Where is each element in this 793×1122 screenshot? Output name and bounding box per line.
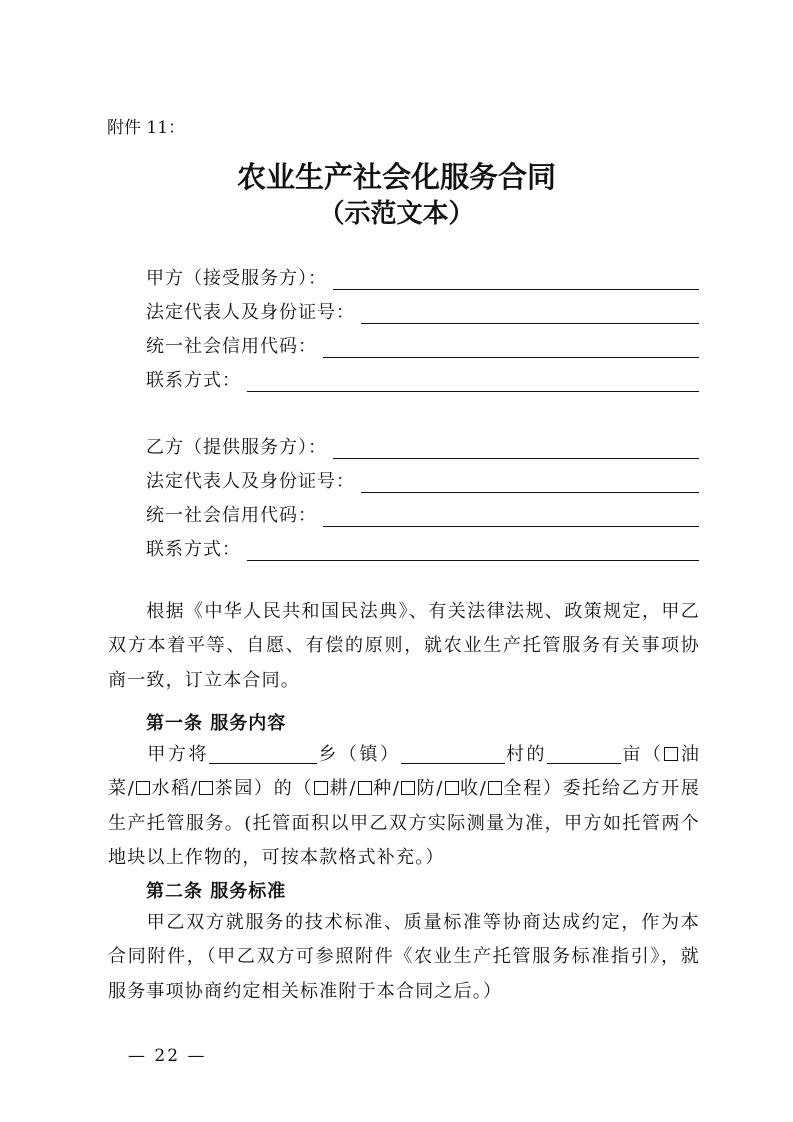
party-a-name-label: 甲方（接受服务方）：	[146, 268, 327, 289]
preamble-paragraph	[108, 595, 700, 698]
crop-tea-checkbox[interactable]	[199, 781, 213, 795]
document-subtitle: （示范文本）	[318, 199, 475, 229]
party-b-name-blank[interactable]	[333, 440, 699, 459]
party-a-rep-blank[interactable]	[361, 305, 699, 324]
service-protect-label: 防/	[416, 778, 444, 800]
service-plough-label: 耕/	[329, 778, 357, 800]
article-1-text-village: 村的	[504, 744, 547, 765]
party-b-contact-blank[interactable]	[247, 542, 699, 561]
area-mu-blank[interactable]	[547, 743, 621, 764]
article-1-paragraph	[108, 738, 700, 876]
document-title: 农业生产社会化服务合同	[236, 160, 556, 194]
service-full-label: 全程	[503, 778, 543, 800]
party-a-name-blank[interactable]	[333, 271, 699, 290]
crop-rice-checkbox[interactable]	[136, 781, 150, 795]
attachment-label: 附件 11：	[107, 118, 186, 138]
crop-rapeseed-label: 油菜/	[108, 744, 701, 800]
party-b-credit-code-blank[interactable]	[323, 508, 699, 527]
preamble-text: 根据《中华人民共和国民法典》、有关法律法规、政策规定，甲乙双方本着平等、自愿、有偿的原则，就农业生产托管服务有关事项协商一致，订立本合同。	[108, 601, 700, 691]
service-harvest-label: 收/	[459, 778, 488, 800]
service-full-checkbox[interactable]	[488, 781, 502, 795]
article-1-text-start: 甲方将	[146, 744, 209, 765]
party-a-credit-code-blank[interactable]	[323, 339, 699, 358]
village-blank[interactable]	[401, 743, 505, 764]
article-2-text: 甲乙双方就服务的技术标准、质量标准等协商达成约定，作为本合同附件，（甲乙双方可参照附件《农业生产托管服务标准指引》，就服务事项协商约定相关标准附于本合同之后。）	[108, 912, 700, 1002]
party-b-rep-blank[interactable]	[361, 474, 699, 493]
article-2-heading: 第二条 服务标准	[146, 881, 287, 902]
party-a-contact-label: 联系方式：	[146, 370, 241, 391]
party-a-credit-code-field[interactable]	[146, 334, 699, 358]
party-b-contact-field[interactable]	[146, 537, 699, 561]
party-a-rep-label: 法定代表人及身份证号：	[146, 302, 355, 323]
crop-rapeseed-checkbox[interactable]	[664, 747, 678, 761]
party-a-contact-blank[interactable]	[247, 373, 699, 392]
article-1-text-township: 乡（镇）	[317, 744, 401, 765]
crop-rice-label: 水稻/	[150, 778, 199, 800]
party-a-credit-code-label: 统一社会信用代码：	[146, 336, 317, 357]
crop-tea-label: 茶园	[214, 778, 255, 800]
township-blank[interactable]	[209, 743, 317, 764]
article-1-text-mid: ）的（	[254, 778, 314, 800]
party-b-name-field[interactable]	[146, 435, 699, 459]
party-b-rep-field[interactable]	[146, 469, 699, 493]
article-1-heading: 第一条 服务内容	[146, 713, 287, 734]
party-b-rep-label: 法定代表人及身份证号：	[146, 471, 355, 492]
service-sow-checkbox[interactable]	[358, 781, 372, 795]
page-number: — 22 —	[128, 1046, 207, 1066]
party-b-name-label: 乙方（提供服务方）：	[146, 437, 327, 458]
party-b-credit-code-label: 统一社会信用代码：	[146, 505, 317, 526]
party-a-rep-field[interactable]	[146, 300, 699, 324]
service-protect-checkbox[interactable]	[401, 781, 415, 795]
party-a-name-field[interactable]	[146, 266, 699, 290]
article-1-text-tail: ）委托给乙方开展生产托管服务。(托管面积以甲乙双方实际测量为准，甲方如托管两个地块以上作物的，可按本款格式补充。）	[108, 778, 701, 869]
article-1-text-mu: 亩	[621, 744, 643, 765]
party-a-contact-field[interactable]	[146, 368, 699, 392]
service-harvest-checkbox[interactable]	[445, 781, 459, 795]
service-plough-checkbox[interactable]	[314, 781, 328, 795]
service-sow-label: 种/	[372, 778, 401, 800]
article-2-paragraph	[108, 906, 700, 1009]
party-b-credit-code-field[interactable]	[146, 503, 699, 527]
article-1-open-paren: （	[642, 744, 664, 765]
party-b-contact-label: 联系方式：	[146, 539, 241, 560]
